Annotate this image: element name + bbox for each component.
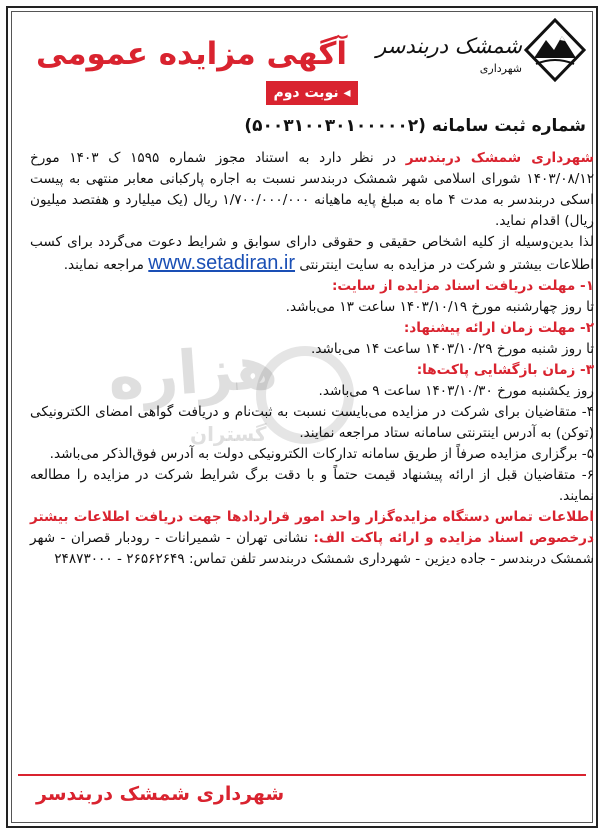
invite-paragraph	[30, 232, 594, 276]
contact-text: نشانی تهران - شمیرانات - رودبار قصران - شهر شمشک دربندسر - جاده دیزین - شهرداری شمشک دربندسر تلفن تماس: ۲۶۵۶۲۶۴۹ - ۲۴۸۷۳۰۰۰	[30, 530, 594, 567]
invite-text: لذا بدین‌وسیله از کلیه اشخاص حقیقی و حقوقی دارای سوابق و شرایط دعوت می‌گردد برای کسب اطلاعات بیشتر و شرکت در مزایده به سایت اینترنتی	[30, 234, 594, 273]
turn-label: نوبت دوم	[273, 85, 339, 101]
footer-signature: شهرداری شمشک دربندسر	[36, 783, 285, 805]
municipality-logo	[368, 18, 588, 88]
contact-title: اطلاعات تماس دستگاه مزایده‌گزار واحد امور قراردادها جهت دریافت اطلاعات بیشتر درخصوص اسناد مزایده و ارائه پاکت الف:	[30, 509, 594, 546]
contact-paragraph	[30, 507, 594, 570]
item-3-detail: روز یکشنبه مورخ ۱۴۰۳/۱۰/۳۰ ساعت ۹ می‌باشد.	[318, 383, 594, 399]
turn-badge: ◂ نوبت دوم	[266, 81, 358, 105]
registration-label: شماره ثبت سامانه	[431, 116, 586, 136]
registration-value: (۵۰۰۳۱۰۰۳۰۱۰۰۰۰۰۲)	[244, 116, 426, 136]
mountain-emblem-icon	[524, 18, 586, 82]
item-2-title: ۲- مهلت زمان ارائه پیشنهاد:	[403, 320, 594, 336]
notice-footer	[18, 774, 586, 816]
footer-divider	[18, 774, 586, 776]
item-1	[30, 276, 594, 297]
watermark-title: هزاره	[105, 332, 280, 414]
item-3-title: ۳- زمان بازگشایی پاکت‌ها:	[416, 362, 594, 378]
item-1-detail: تا روز چهارشنبه مورخ ۱۴۰۳/۱۰/۱۹ ساعت ۱۳ می‌باشد.	[285, 299, 594, 315]
notice-title: آگهی مزایده عمومی	[36, 36, 347, 72]
intro-organization: شهرداری شمشک دربندسر	[405, 150, 594, 166]
item-5: ۵- برگزاری مزایده صرفاً از طریق سامانه تدارکات الکترونیکی دولت به آدرس فوق‌الذکر می‌باشد.	[49, 446, 594, 462]
intro-paragraph	[30, 148, 594, 232]
refer-text: مراجعه نمایند.	[63, 257, 144, 273]
registration-number	[38, 116, 586, 136]
intro-text: در نظر دارد به استناد مجوز شماره ۱۵۹۵ ک ۱۴۰۳ مورخ ۱۴۰۳/۰۸/۱۲ شورای اسلامی شهر شمشک دربندسر نسبت به اجاره پارکبانی معابر منتهی به پیست اسکی دربندسر به مدت ۴ ماه به مبلغ پایه ماهیانه ۱/۷۰۰/۰۰۰/۰۰۰ ریال (یک میلیارد و هفتصد میلیون ریال) اقدام نماید.	[30, 150, 594, 229]
item-1-title: ۱- مهلت دریافت اسناد مزایده از سایت:	[331, 278, 594, 294]
logo-subtitle: شهرداری	[479, 62, 522, 75]
website-link[interactable]: www.setadiran.ir	[148, 252, 296, 274]
item-6: ۶- متقاضیان قبل از ارائه پیشنهاد قیمت حتماً و با دقت برگ شرایط شرکت در مزایده را مطالعه نمایند.	[30, 467, 594, 504]
logo-script-text: شمشک دربندسر	[376, 34, 522, 58]
notice-header	[18, 18, 590, 88]
item-4: ۴- متقاضیان برای شرکت در مزایده می‌بایست نسبت به ثبت‌نام و دریافت گواهی امضای الکترونیکی (توکن) به آدرس اینترنتی سامانه ستاد مراجعه نمایند.	[30, 404, 594, 441]
notice-body	[30, 148, 594, 570]
watermark-subtitle: گستران	[190, 422, 267, 446]
item-2	[30, 318, 594, 339]
notice-frame	[6, 6, 598, 828]
item-3	[30, 360, 594, 381]
item-2-detail: تا روز شنبه مورخ ۱۴۰۳/۱۰/۲۹ ساعت ۱۴ می‌باشد.	[311, 341, 594, 357]
